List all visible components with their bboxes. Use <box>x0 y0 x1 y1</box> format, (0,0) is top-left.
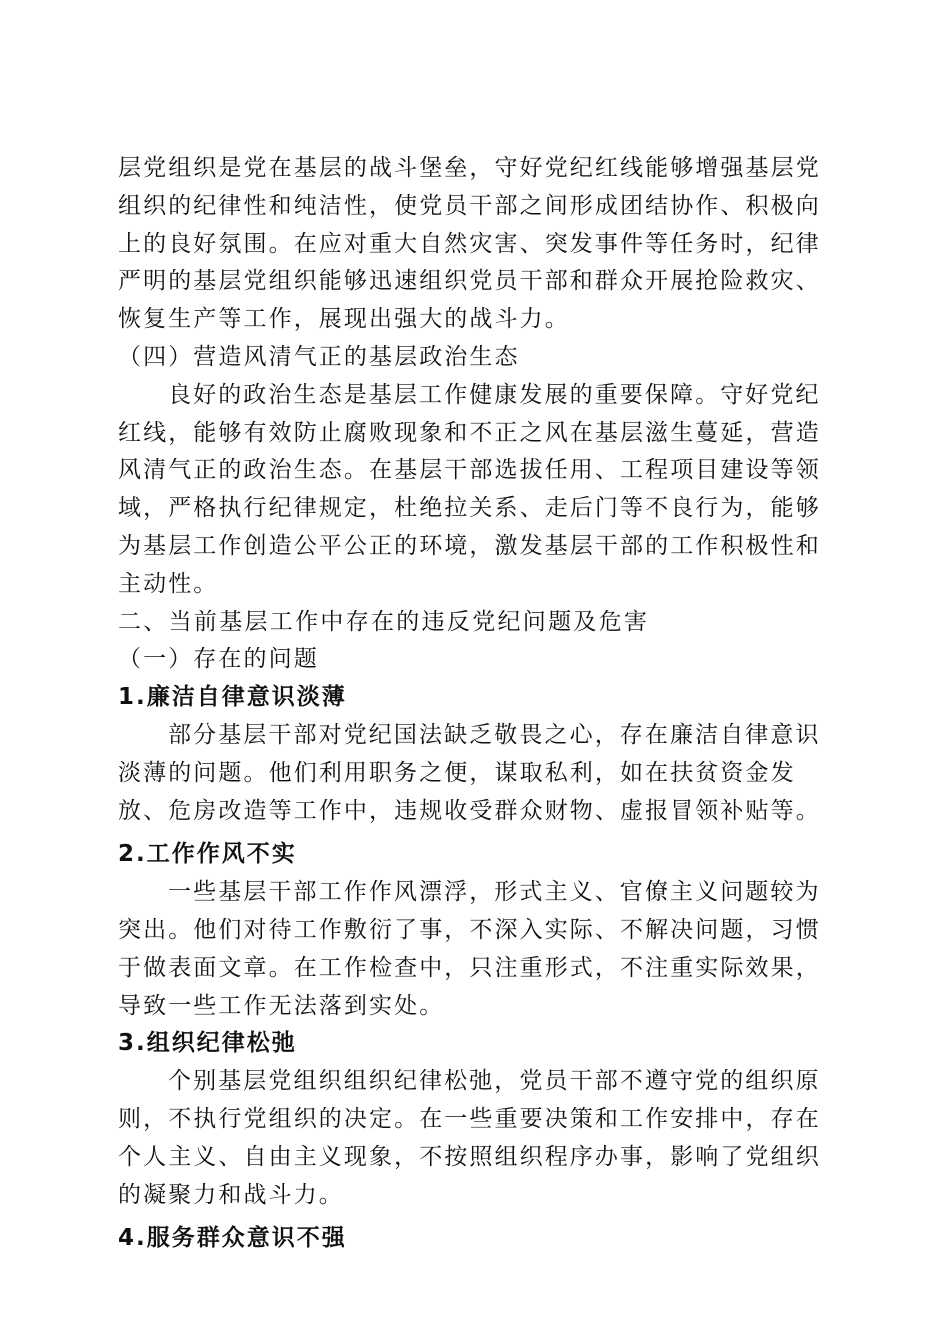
body-paragraph: 部分基层干部对党纪国法缺乏敬畏之心，存在廉洁自律意识淡薄的问题。他们利用职务之便，谋取私利，如在扶贫资金发放、危房改造等工作中，违规收受群众财物、虚报冒领补贴等。 <box>118 721 821 824</box>
body-paragraph: 良好的政治生态是基层工作健康发展的重要保障。守好党纪红线，能够有效防止腐败现象和不正之风在基层滋生蔓延，营造风清气正的政治生态。在基层干部选拔任用、工程项目建设等领域，严格执行纪律规定，杜绝拉关系、走后门等不良行为，能够为基层工作创造公平公正的环境，激发基层干部的工作积极性和主动性。 <box>118 381 821 597</box>
section-title-4: （四）营造风清气正的基层政治生态 <box>118 343 520 370</box>
body-paragraph-continued: 层党组织是党在基层的战斗堡垒，守好党纪红线能够增强基层党组织的纪律性和纯洁性，使党员干部之间形成团结协作、积极向上的良好氛围。在应对重大自然灾害、突发事件等任务时，纪律严明的基层党组织能够迅速组织党员干部和群众开展抢险救灾、恢复生产等工作，展现出强大的战斗力。 <box>118 155 821 333</box>
document-body <box>118 150 834 1258</box>
chapter-heading-2: 二、当前基层工作中存在的违反党纪问题及危害 <box>118 608 650 635</box>
body-paragraph: 一些基层干部工作作风漂浮，形式主义、官僚主义问题较为突出。他们对待工作敷衍了事，不深入实际、不解决问题，习惯于做表面文章。在工作检查中，只注重形式，不注重实际效果，导致一些工作无法落到实处。 <box>118 879 821 1019</box>
body-paragraph: 个别基层党组织组织纪律松弛，党员干部不遵守党的组织原则，不执行党组织的决定。在一些重要决策和工作安排中，存在个人主义、自由主义现象，不按照组织程序办事，影响了党组织的凝聚力和战斗力。 <box>118 1068 821 1208</box>
numbered-heading-3: 3.组织纪律松弛 <box>118 1030 297 1057</box>
numbered-heading-2: 2.工作作风不实 <box>118 841 297 868</box>
numbered-heading-4: 4.服务群众意识不强 <box>118 1225 347 1252</box>
subsection-heading-1: （一）存在的问题 <box>118 646 319 673</box>
numbered-heading-1: 1.廉洁自律意识淡薄 <box>118 684 347 711</box>
